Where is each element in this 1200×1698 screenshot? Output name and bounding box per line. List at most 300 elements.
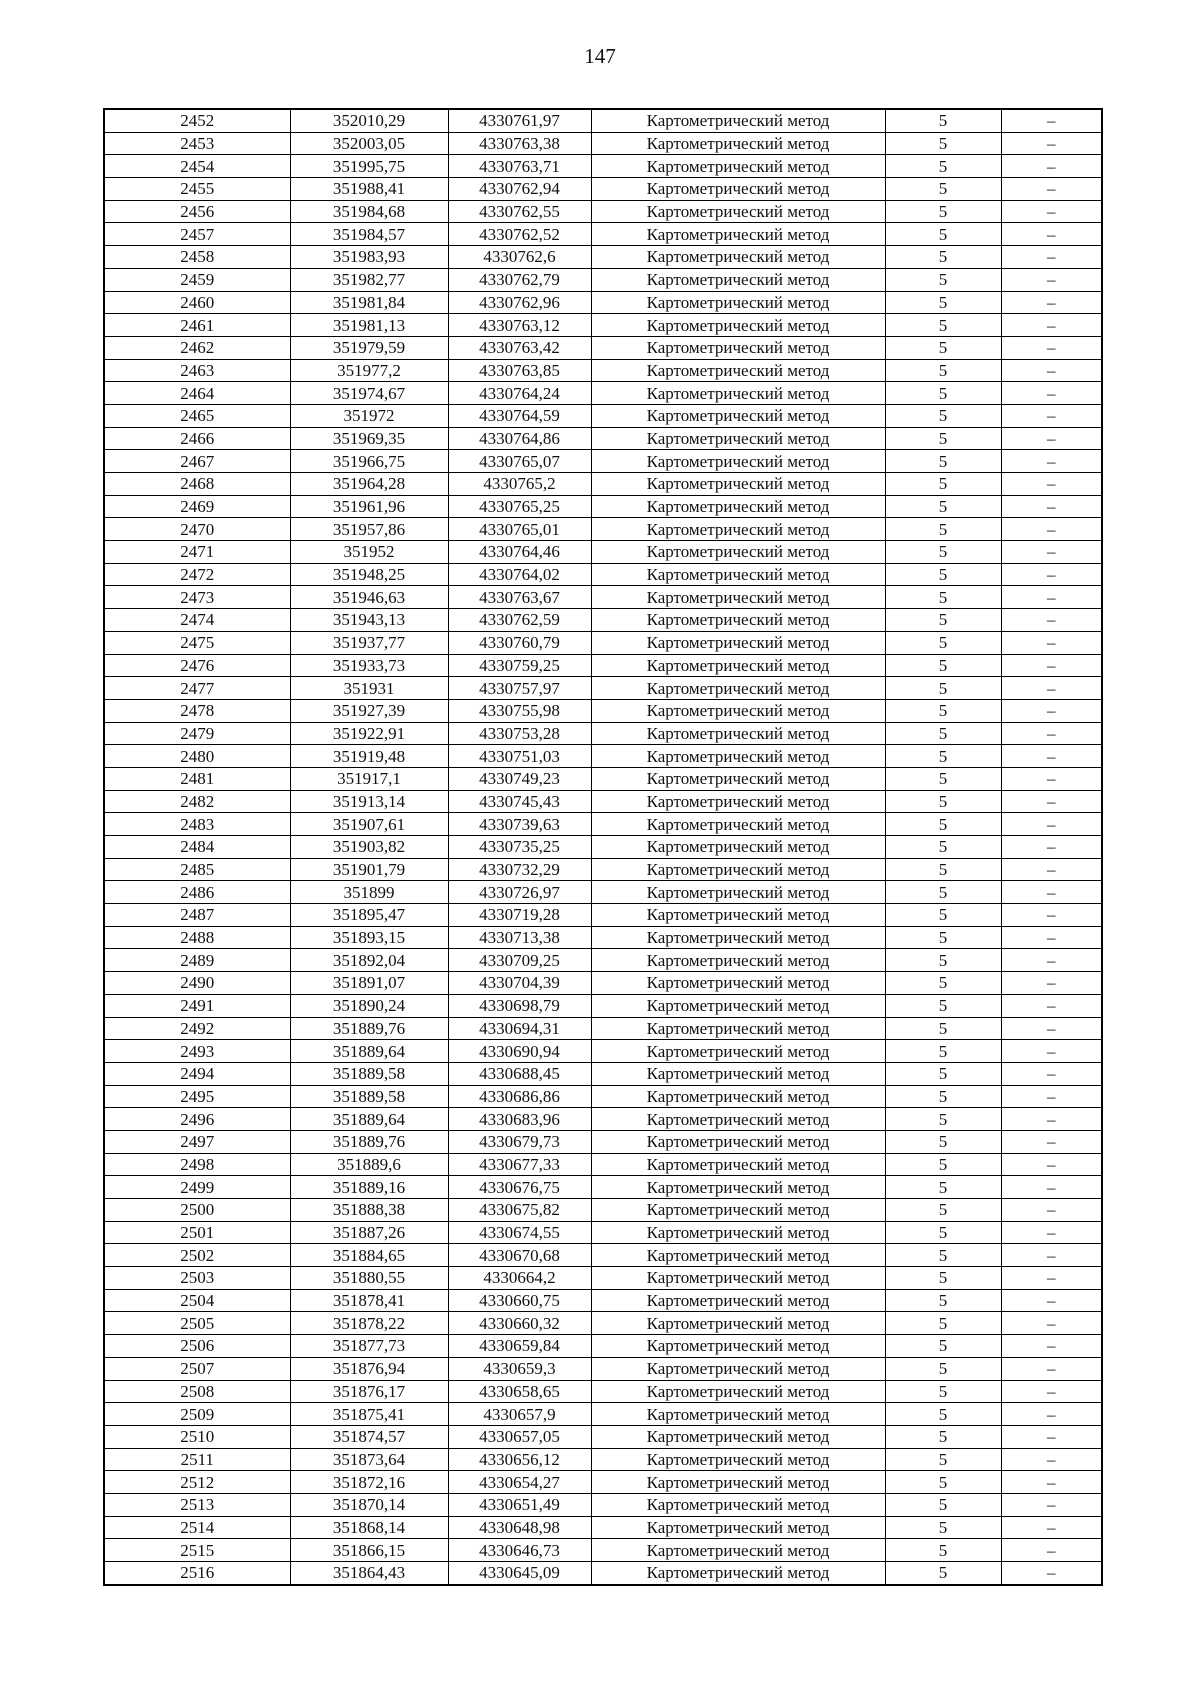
table-row [104, 881, 1102, 904]
x-coordinate-cell: 351927,39 [290, 699, 448, 722]
y-coordinate-cell: 4330709,25 [448, 949, 591, 972]
point-number-cell: 2462 [104, 336, 290, 359]
x-coordinate-cell: 351981,13 [290, 314, 448, 337]
point-number-cell: 2499 [104, 1176, 290, 1199]
table-row [104, 790, 1102, 813]
accuracy-cell: 5 [885, 155, 1001, 178]
accuracy-cell: 5 [885, 881, 1001, 904]
accuracy-cell: 5 [885, 1425, 1001, 1448]
point-number-cell: 2456 [104, 200, 290, 223]
table-row [104, 767, 1102, 790]
method-cell: Картометрический метод [591, 972, 885, 995]
point-number-cell: 2482 [104, 790, 290, 813]
accuracy-cell: 5 [885, 109, 1001, 132]
y-coordinate-cell: 4330676,75 [448, 1176, 591, 1199]
x-coordinate-cell: 351984,57 [290, 223, 448, 246]
x-coordinate-cell: 351964,28 [290, 473, 448, 496]
point-number-cell: 2503 [104, 1267, 290, 1290]
method-cell: Картометрический метод [591, 1130, 885, 1153]
accuracy-cell: 5 [885, 1085, 1001, 1108]
x-coordinate-cell: 351889,58 [290, 1062, 448, 1085]
y-coordinate-cell: 4330764,59 [448, 404, 591, 427]
point-number-cell: 2513 [104, 1493, 290, 1516]
y-coordinate-cell: 4330764,86 [448, 427, 591, 450]
description-cell: – [1001, 1448, 1102, 1471]
x-coordinate-cell: 351873,64 [290, 1448, 448, 1471]
description-cell: – [1001, 359, 1102, 382]
accuracy-cell: 5 [885, 1357, 1001, 1380]
method-cell: Картометрический метод [591, 495, 885, 518]
method-cell: Картометрический метод [591, 1493, 885, 1516]
table-row [104, 1539, 1102, 1562]
table-row [104, 473, 1102, 496]
description-cell: – [1001, 654, 1102, 677]
x-coordinate-cell: 351875,41 [290, 1403, 448, 1426]
y-coordinate-cell: 4330753,28 [448, 722, 591, 745]
table-row [104, 314, 1102, 337]
point-number-cell: 2506 [104, 1335, 290, 1358]
description-cell: – [1001, 949, 1102, 972]
table-row [104, 563, 1102, 586]
accuracy-cell: 5 [885, 132, 1001, 155]
x-coordinate-cell: 352010,29 [290, 109, 448, 132]
table-row [104, 836, 1102, 859]
point-number-cell: 2502 [104, 1244, 290, 1267]
method-cell: Картометрический метод [591, 631, 885, 654]
table-row [104, 541, 1102, 564]
method-cell: Картометрический метод [591, 722, 885, 745]
method-cell: Картометрический метод [591, 155, 885, 178]
x-coordinate-cell: 351988,41 [290, 178, 448, 201]
x-coordinate-cell: 351952 [290, 541, 448, 564]
point-number-cell: 2452 [104, 109, 290, 132]
accuracy-cell: 5 [885, 1017, 1001, 1040]
description-cell: – [1001, 972, 1102, 995]
x-coordinate-cell: 351969,35 [290, 427, 448, 450]
description-cell: – [1001, 1040, 1102, 1063]
description-cell: – [1001, 1017, 1102, 1040]
x-coordinate-cell: 351974,67 [290, 382, 448, 405]
table-row [104, 1017, 1102, 1040]
point-number-cell: 2510 [104, 1425, 290, 1448]
accuracy-cell: 5 [885, 246, 1001, 269]
method-cell: Картометрический метод [591, 132, 885, 155]
description-cell: – [1001, 495, 1102, 518]
table-row [104, 1516, 1102, 1539]
y-coordinate-cell: 4330762,94 [448, 178, 591, 201]
description-cell: – [1001, 1153, 1102, 1176]
point-number-cell: 2509 [104, 1403, 290, 1426]
description-cell: – [1001, 427, 1102, 450]
y-coordinate-cell: 4330648,98 [448, 1516, 591, 1539]
accuracy-cell: 5 [885, 1176, 1001, 1199]
method-cell: Картометрический метод [591, 541, 885, 564]
page-number: 147 [584, 44, 616, 68]
accuracy-cell: 5 [885, 359, 1001, 382]
table-row [104, 1380, 1102, 1403]
point-number-cell: 2480 [104, 745, 290, 768]
accuracy-cell: 5 [885, 1199, 1001, 1222]
point-number-cell: 2495 [104, 1085, 290, 1108]
y-coordinate-cell: 4330761,97 [448, 109, 591, 132]
table-row [104, 336, 1102, 359]
method-cell: Картометрический метод [591, 1040, 885, 1063]
accuracy-cell: 5 [885, 1471, 1001, 1494]
accuracy-cell: 5 [885, 926, 1001, 949]
table-row [104, 1130, 1102, 1153]
point-number-cell: 2501 [104, 1221, 290, 1244]
x-coordinate-cell: 351982,77 [290, 268, 448, 291]
table-row [104, 1312, 1102, 1335]
method-cell: Картометрический метод [591, 1357, 885, 1380]
point-number-cell: 2516 [104, 1562, 290, 1585]
x-coordinate-cell: 351907,61 [290, 813, 448, 836]
point-number-cell: 2464 [104, 382, 290, 405]
method-cell: Картометрический метод [591, 949, 885, 972]
point-number-cell: 2454 [104, 155, 290, 178]
method-cell: Картометрический метод [591, 1539, 885, 1562]
description-cell: – [1001, 1062, 1102, 1085]
description-cell: – [1001, 1357, 1102, 1380]
description-cell: – [1001, 1539, 1102, 1562]
description-cell: – [1001, 1562, 1102, 1585]
description-cell: – [1001, 155, 1102, 178]
method-cell: Картометрический метод [591, 1335, 885, 1358]
method-cell: Картометрический метод [591, 654, 885, 677]
point-number-cell: 2481 [104, 767, 290, 790]
point-number-cell: 2466 [104, 427, 290, 450]
method-cell: Картометрический метод [591, 200, 885, 223]
method-cell: Картометрический метод [591, 677, 885, 700]
description-cell: – [1001, 994, 1102, 1017]
table-row [104, 654, 1102, 677]
x-coordinate-cell: 352003,05 [290, 132, 448, 155]
point-number-cell: 2514 [104, 1516, 290, 1539]
y-coordinate-cell: 4330757,97 [448, 677, 591, 700]
accuracy-cell: 5 [885, 1448, 1001, 1471]
accuracy-cell: 5 [885, 178, 1001, 201]
method-cell: Картометрический метод [591, 790, 885, 813]
point-number-cell: 2497 [104, 1130, 290, 1153]
method-cell: Картометрический метод [591, 450, 885, 473]
method-cell: Картометрический метод [591, 994, 885, 1017]
description-cell: – [1001, 1176, 1102, 1199]
y-coordinate-cell: 4330719,28 [448, 904, 591, 927]
method-cell: Картометрический метод [591, 813, 885, 836]
table-row [104, 109, 1102, 132]
x-coordinate-cell: 351984,68 [290, 200, 448, 223]
accuracy-cell: 5 [885, 836, 1001, 859]
y-coordinate-cell: 4330674,55 [448, 1221, 591, 1244]
point-number-cell: 2455 [104, 178, 290, 201]
accuracy-cell: 5 [885, 473, 1001, 496]
accuracy-cell: 5 [885, 1493, 1001, 1516]
accuracy-cell: 5 [885, 336, 1001, 359]
method-cell: Картометрический метод [591, 1516, 885, 1539]
table-row [104, 246, 1102, 269]
y-coordinate-cell: 4330755,98 [448, 699, 591, 722]
accuracy-cell: 5 [885, 450, 1001, 473]
method-cell: Картометрический метод [591, 1448, 885, 1471]
x-coordinate-cell: 351888,38 [290, 1199, 448, 1222]
description-cell: – [1001, 1244, 1102, 1267]
method-cell: Картометрический метод [591, 246, 885, 269]
description-cell: – [1001, 813, 1102, 836]
accuracy-cell: 5 [885, 677, 1001, 700]
accuracy-cell: 5 [885, 972, 1001, 995]
point-number-cell: 2487 [104, 904, 290, 927]
x-coordinate-cell: 351889,16 [290, 1176, 448, 1199]
description-cell: – [1001, 790, 1102, 813]
y-coordinate-cell: 4330670,68 [448, 1244, 591, 1267]
table-row [104, 1471, 1102, 1494]
y-coordinate-cell: 4330765,2 [448, 473, 591, 496]
method-cell: Картометрический метод [591, 1108, 885, 1131]
point-number-cell: 2453 [104, 132, 290, 155]
y-coordinate-cell: 4330762,79 [448, 268, 591, 291]
description-cell: – [1001, 1267, 1102, 1290]
table-row [104, 1040, 1102, 1063]
point-number-cell: 2494 [104, 1062, 290, 1085]
table-row [104, 1289, 1102, 1312]
y-coordinate-cell: 4330739,63 [448, 813, 591, 836]
x-coordinate-cell: 351889,76 [290, 1017, 448, 1040]
method-cell: Картометрический метод [591, 223, 885, 246]
description-cell: – [1001, 722, 1102, 745]
x-coordinate-cell: 351937,77 [290, 631, 448, 654]
description-cell: – [1001, 699, 1102, 722]
point-number-cell: 2479 [104, 722, 290, 745]
method-cell: Картометрический метод [591, 473, 885, 496]
description-cell: – [1001, 631, 1102, 654]
description-cell: – [1001, 1199, 1102, 1222]
method-cell: Картометрический метод [591, 404, 885, 427]
description-cell: – [1001, 1471, 1102, 1494]
y-coordinate-cell: 4330763,38 [448, 132, 591, 155]
y-coordinate-cell: 4330677,33 [448, 1153, 591, 1176]
method-cell: Картометрический метод [591, 1199, 885, 1222]
description-cell: – [1001, 1380, 1102, 1403]
accuracy-cell: 5 [885, 1312, 1001, 1335]
accuracy-cell: 5 [885, 291, 1001, 314]
x-coordinate-cell: 351948,25 [290, 563, 448, 586]
table-row [104, 1176, 1102, 1199]
point-number-cell: 2488 [104, 926, 290, 949]
x-coordinate-cell: 351876,94 [290, 1357, 448, 1380]
y-coordinate-cell: 4330762,52 [448, 223, 591, 246]
table-row [104, 518, 1102, 541]
point-number-cell: 2511 [104, 1448, 290, 1471]
x-coordinate-cell: 351877,73 [290, 1335, 448, 1358]
method-cell: Картометрический метод [591, 109, 885, 132]
y-coordinate-cell: 4330657,05 [448, 1425, 591, 1448]
table-row [104, 926, 1102, 949]
point-number-cell: 2458 [104, 246, 290, 269]
accuracy-cell: 5 [885, 813, 1001, 836]
y-coordinate-cell: 4330690,94 [448, 1040, 591, 1063]
point-number-cell: 2461 [104, 314, 290, 337]
description-cell: – [1001, 314, 1102, 337]
x-coordinate-cell: 351931 [290, 677, 448, 700]
accuracy-cell: 5 [885, 518, 1001, 541]
table-row [104, 1153, 1102, 1176]
table-row [104, 1357, 1102, 1380]
x-coordinate-cell: 351917,1 [290, 767, 448, 790]
table-row [104, 904, 1102, 927]
point-number-cell: 2507 [104, 1357, 290, 1380]
method-cell: Картометрический метод [591, 767, 885, 790]
method-cell: Картометрический метод [591, 563, 885, 586]
table-row [104, 1267, 1102, 1290]
accuracy-cell: 5 [885, 200, 1001, 223]
y-coordinate-cell: 4330745,43 [448, 790, 591, 813]
point-number-cell: 2460 [104, 291, 290, 314]
accuracy-cell: 5 [885, 382, 1001, 405]
method-cell: Картометрический метод [591, 336, 885, 359]
description-cell: – [1001, 745, 1102, 768]
point-number-cell: 2490 [104, 972, 290, 995]
table-row [104, 132, 1102, 155]
method-cell: Картометрический метод [591, 1425, 885, 1448]
accuracy-cell: 5 [885, 1040, 1001, 1063]
table-row [104, 1425, 1102, 1448]
x-coordinate-cell: 351889,64 [290, 1108, 448, 1131]
accuracy-cell: 5 [885, 1562, 1001, 1585]
point-number-cell: 2491 [104, 994, 290, 1017]
y-coordinate-cell: 4330659,3 [448, 1357, 591, 1380]
table-row [104, 1244, 1102, 1267]
accuracy-cell: 5 [885, 858, 1001, 881]
table-row [104, 972, 1102, 995]
method-cell: Картометрический метод [591, 586, 885, 609]
point-number-cell: 2474 [104, 609, 290, 632]
table-row [104, 450, 1102, 473]
method-cell: Картометрический метод [591, 1062, 885, 1085]
method-cell: Картометрический метод [591, 745, 885, 768]
table-row [104, 1335, 1102, 1358]
description-cell: – [1001, 1312, 1102, 1335]
description-cell: – [1001, 541, 1102, 564]
y-coordinate-cell: 4330660,32 [448, 1312, 591, 1335]
accuracy-cell: 5 [885, 767, 1001, 790]
y-coordinate-cell: 4330762,6 [448, 246, 591, 269]
y-coordinate-cell: 4330763,85 [448, 359, 591, 382]
point-number-cell: 2470 [104, 518, 290, 541]
point-number-cell: 2476 [104, 654, 290, 677]
description-cell: – [1001, 336, 1102, 359]
description-cell: – [1001, 518, 1102, 541]
y-coordinate-cell: 4330698,79 [448, 994, 591, 1017]
y-coordinate-cell: 4330735,25 [448, 836, 591, 859]
method-cell: Картометрический метод [591, 699, 885, 722]
point-number-cell: 2508 [104, 1380, 290, 1403]
point-number-cell: 2473 [104, 586, 290, 609]
method-cell: Картометрический метод [591, 904, 885, 927]
accuracy-cell: 5 [885, 722, 1001, 745]
point-number-cell: 2477 [104, 677, 290, 700]
x-coordinate-cell: 351887,26 [290, 1221, 448, 1244]
table-row [104, 1085, 1102, 1108]
method-cell: Картометрический метод [591, 881, 885, 904]
description-cell: – [1001, 450, 1102, 473]
description-cell: – [1001, 109, 1102, 132]
y-coordinate-cell: 4330679,73 [448, 1130, 591, 1153]
point-number-cell: 2472 [104, 563, 290, 586]
point-number-cell: 2475 [104, 631, 290, 654]
x-coordinate-cell: 351966,75 [290, 450, 448, 473]
y-coordinate-cell: 4330762,55 [448, 200, 591, 223]
table-row [104, 1448, 1102, 1471]
y-coordinate-cell: 4330713,38 [448, 926, 591, 949]
description-cell: – [1001, 1425, 1102, 1448]
accuracy-cell: 5 [885, 631, 1001, 654]
description-cell: – [1001, 404, 1102, 427]
x-coordinate-cell: 351864,43 [290, 1562, 448, 1585]
accuracy-cell: 5 [885, 1221, 1001, 1244]
x-coordinate-cell: 351943,13 [290, 609, 448, 632]
y-coordinate-cell: 4330656,12 [448, 1448, 591, 1471]
x-coordinate-cell: 351895,47 [290, 904, 448, 927]
method-cell: Картометрический метод [591, 518, 885, 541]
description-cell: – [1001, 881, 1102, 904]
description-cell: – [1001, 1085, 1102, 1108]
accuracy-cell: 5 [885, 1267, 1001, 1290]
accuracy-cell: 5 [885, 563, 1001, 586]
point-number-cell: 2469 [104, 495, 290, 518]
y-coordinate-cell: 4330726,97 [448, 881, 591, 904]
table-row [104, 994, 1102, 1017]
coordinates-table-body [104, 109, 1102, 1585]
x-coordinate-cell: 351870,14 [290, 1493, 448, 1516]
accuracy-cell: 5 [885, 314, 1001, 337]
point-number-cell: 2468 [104, 473, 290, 496]
table-row [104, 1221, 1102, 1244]
y-coordinate-cell: 4330763,12 [448, 314, 591, 337]
y-coordinate-cell: 4330762,59 [448, 609, 591, 632]
accuracy-cell: 5 [885, 427, 1001, 450]
accuracy-cell: 5 [885, 790, 1001, 813]
accuracy-cell: 5 [885, 745, 1001, 768]
description-cell: – [1001, 904, 1102, 927]
table-row [104, 699, 1102, 722]
accuracy-cell: 5 [885, 223, 1001, 246]
y-coordinate-cell: 4330659,84 [448, 1335, 591, 1358]
table-row [104, 1199, 1102, 1222]
point-number-cell: 2504 [104, 1289, 290, 1312]
method-cell: Картометрический метод [591, 359, 885, 382]
y-coordinate-cell: 4330764,46 [448, 541, 591, 564]
method-cell: Картометрический метод [591, 1403, 885, 1426]
method-cell: Картометрический метод [591, 836, 885, 859]
accuracy-cell: 5 [885, 699, 1001, 722]
x-coordinate-cell: 351866,15 [290, 1539, 448, 1562]
point-number-cell: 2483 [104, 813, 290, 836]
table-row [104, 631, 1102, 654]
x-coordinate-cell: 351995,75 [290, 155, 448, 178]
table-row [104, 609, 1102, 632]
accuracy-cell: 5 [885, 1539, 1001, 1562]
table-row [104, 291, 1102, 314]
description-cell: – [1001, 836, 1102, 859]
point-number-cell: 2471 [104, 541, 290, 564]
method-cell: Картометрический метод [591, 268, 885, 291]
x-coordinate-cell: 351874,57 [290, 1425, 448, 1448]
method-cell: Картометрический метод [591, 427, 885, 450]
accuracy-cell: 5 [885, 1108, 1001, 1131]
description-cell: – [1001, 609, 1102, 632]
method-cell: Картометрический метод [591, 1562, 885, 1585]
method-cell: Картометрический метод [591, 1085, 885, 1108]
